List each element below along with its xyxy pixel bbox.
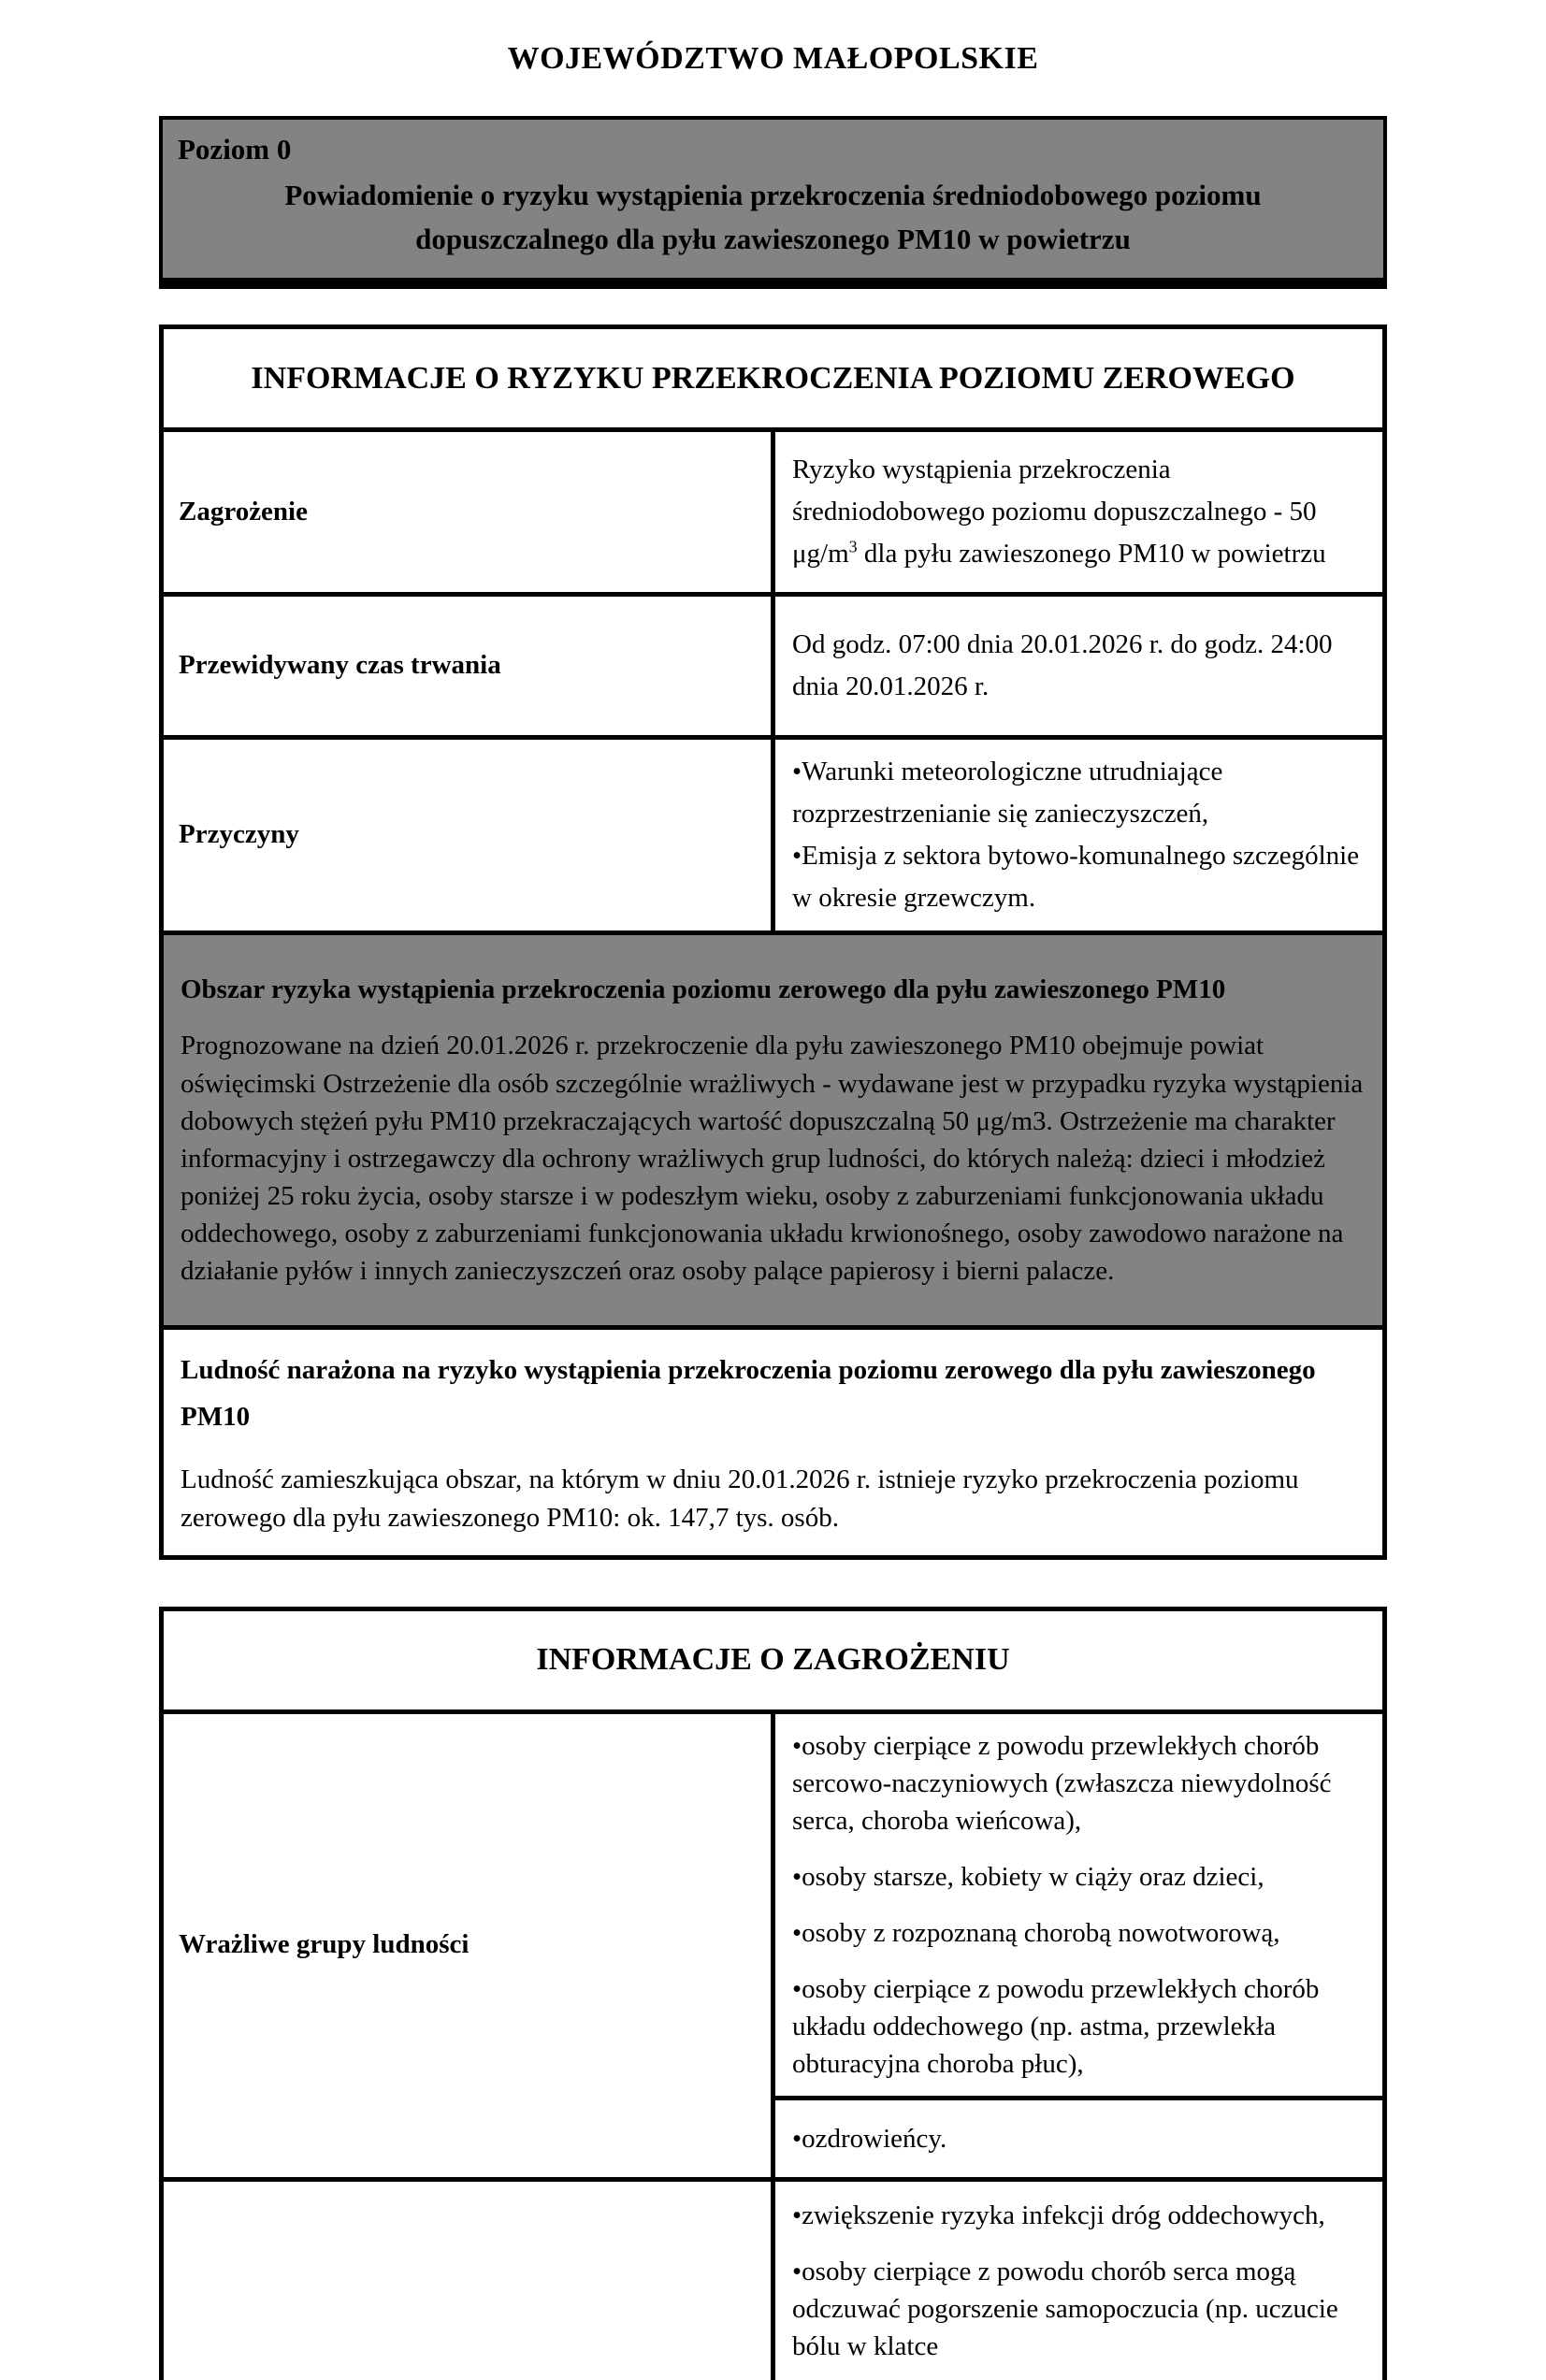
alert-level: Poziom 0 <box>178 133 292 166</box>
zagrozenie-text-after: dla pyłu zawieszonego PM10 w powietrzu <box>857 538 1326 569</box>
table-row <box>162 1711 1385 2098</box>
page-title: WOJEWÓDZTWO MAŁOPOLSKIE <box>507 41 1039 76</box>
sensitive-group-bullet: • osoby z rozpoznaną chorobą nowotworową, <box>792 1914 1365 1952</box>
population-paragraph: Ludność zamieszkująca obszar, na którym w dniu 20.01.2026 r. istnieje ryzyko przekroczenia poziomu zerowego dla pyłu zawieszonego PM10: ok. 147,7 tys. osób. <box>181 1464 1299 1533</box>
row-value-przyczyny <box>773 738 1385 933</box>
risk-table-header-row <box>162 327 1385 430</box>
risk-table-title: INFORMACJE O RYZYKU PRZEKROCZENIA POZIOMU ZEROWEGO <box>162 327 1385 430</box>
table-row <box>162 738 1385 933</box>
health-effect-bullet: • osoby cierpiące z powodu chorób serca mogą odczuwać pogorszenie samopoczucia (np. uczucie bólu w klatce <box>792 2253 1365 2365</box>
sensitive-group-bullet: • osoby cierpiące z powodu przewlekłych chorób układu oddechowego (np. astma, przewlekła obturacyjna choroba płuc), <box>792 1970 1365 2083</box>
zagrozenie-text: Ryzyko wystąpienia przekroczenia średniodobowego poziomu dopuszczalnego - 50 μg/m <box>792 454 1317 569</box>
sensitive-group-bullet: • ozdrowieńcy. <box>792 2120 1365 2157</box>
hazard-table-header-row <box>162 1608 1385 1711</box>
przyczyny-bullet: • Warunki meteorologiczne utrudniające rozprzestrzenianie się zanieczyszczeń, <box>792 751 1365 835</box>
alert-banner <box>159 116 1387 289</box>
table-row <box>162 2179 1385 2380</box>
alert-message-line-2: dopuszczalnego dla pyłu zawieszonego PM10 w powietrzu <box>415 222 1131 255</box>
table-row <box>162 430 1385 595</box>
zagrozenie-superscript: 3 <box>848 537 858 556</box>
population-section <box>162 1327 1385 1557</box>
risk-area-heading: Obszar ryzyka wystąpienia przekroczenia poziomu zerowego dla pyłu zawieszonego PM10 <box>181 974 1226 1004</box>
risk-info-table <box>159 325 1387 1560</box>
row-label-przyczyny: Przyczyny <box>162 738 773 933</box>
population-heading: Ludność narażona na ryzyko wystąpienia przekroczenia poziomu zerowego dla pyłu zawieszonego PM10 <box>181 1355 1316 1432</box>
risk-area-row <box>162 932 1385 1327</box>
alert-message-line-1: Powiadomienie o ryzyku wystąpienia przekroczenia średniodobowego poziomu <box>284 179 1262 211</box>
hazard-table-title: INFORMACJE O ZAGROŻENIU <box>162 1608 1385 1711</box>
sensitive-group-bullet: • osoby cierpiące z powodu przewlekłych chorób sercowo-naczyniowych (zwłaszcza niewydolność serca, choroba wieńcowa), <box>792 1727 1365 1839</box>
row-label-czas-trwania: Przewidywany czas trwania <box>162 595 773 738</box>
row-value-czas-trwania: Od godz. 07:00 dnia 20.01.2026 r. do godz. 24:00 dnia 20.01.2026 r. <box>773 595 1385 738</box>
population-row <box>162 1327 1385 1557</box>
row-label-zagrozenie: Zagrożenie <box>162 430 773 595</box>
row-label-empty <box>162 2179 773 2380</box>
risk-area-paragraph: Prognozowane na dzień 20.01.2026 r. przekroczenie dla pyłu zawieszonego PM10 obejmuje powiat oświęcimski Ostrzeżenie dla osób szczególnie wrażliwych - wydawane jest w przypadku ryzyka wystąpienia dobowych stężeń pyłu PM10 przekraczających wartość dopuszczalną 50 μg/m3. Ostrzeżenie ma charakter informacyjny i ostrzegawczy dla ochrony wrażliwych grup ludności, do których należą: dzieci i młodzież poniżej 25 roku życia, osoby starsze i w podeszłym wieku, osoby z zaburzeniami funkcjonowania układu oddechowego, osoby z zaburzeniami funkcjonowania układu krwionośnego, osoby zawodowo narażone na działanie pyłów i innych zanieczyszczeń oraz osoby palące papierosy i bierni palacze. <box>181 1031 1364 1286</box>
health-effect-bullet: • zwiększenie ryzyka infekcji dróg oddechowych, <box>792 2197 1365 2234</box>
row-value-ozdrowiency <box>773 2098 1385 2179</box>
table-row <box>162 595 1385 738</box>
risk-area-section <box>162 932 1385 1327</box>
row-value-wrazliwe-grupy <box>773 1711 1385 2098</box>
hazard-info-table <box>159 1607 1387 2380</box>
document-page <box>159 0 1387 2380</box>
row-value-zagrozenie <box>773 430 1385 595</box>
przyczyny-bullet: • Emisja z sektora bytowo-komunalnego szczególnie w okresie grzewczym. <box>792 835 1365 919</box>
row-label-wrazliwe-grupy: Wrażliwe grupy ludności <box>162 1711 773 2179</box>
sensitive-group-bullet: • osoby starsze, kobiety w ciąży oraz dzieci, <box>792 1858 1365 1896</box>
row-value-skutki-zdrowotne <box>773 2179 1385 2380</box>
